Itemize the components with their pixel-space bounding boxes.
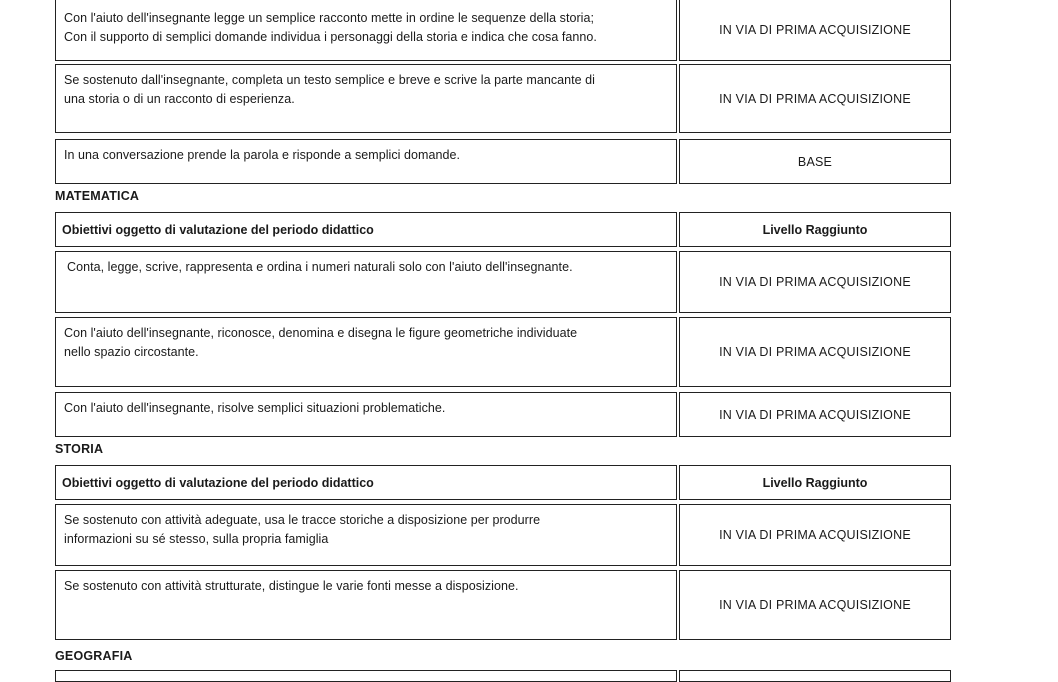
section-title-matematica: MATEMATICA [55,189,140,203]
italiano-objective-1 [55,0,677,61]
section-title-geografia: GEOGRAFIA [55,649,133,663]
objective-line: Conta, legge, scrive, rappresenta e ordina i numeri naturali solo con l'aiuto dell'insegnante. [67,260,573,274]
storia-level-1: IN VIA DI PRIMA ACQUISIZIONE [679,504,951,566]
objective-line: Con il supporto di semplici domande individua i personaggi della storia e indica che cosa fanno. [64,30,597,44]
objective-line: nello spazio circostante. [64,345,199,359]
objective-line: Se sostenuto con attività adeguate, usa le tracce storiche a disposizione per produrre [64,513,541,527]
matematica-header-level: Livello Raggiunto [679,212,951,247]
section-title-storia: STORIA [55,442,104,456]
matematica-level-3: IN VIA DI PRIMA ACQUISIZIONE [679,392,951,437]
objective-line: Se sostenuto con attività strutturate, distingue le varie fonti messe a disposizione. [64,579,519,593]
objective-line: Con l'aiuto dell'insegnante legge un semplice racconto mette in ordine le sequenze della storia; [64,11,595,25]
italiano-objective-3 [55,139,677,184]
italiano-level-3: BASE [679,139,951,184]
italiano-objective-2 [55,64,677,133]
matematica-level-2: IN VIA DI PRIMA ACQUISIZIONE [679,317,951,387]
storia-objective-2 [55,570,677,640]
storia-header-objectives: Obiettivi oggetto di valutazione del periodo didattico [55,465,677,500]
objective-line: Se sostenuto dall'insegnante, completa un testo semplice e breve e scrive la parte mancante di [64,73,595,87]
storia-objective-1 [55,504,677,566]
matematica-objective-1 [55,251,677,313]
storia-header-level: Livello Raggiunto [679,465,951,500]
matematica-header-objectives: Obiettivi oggetto di valutazione del periodo didattico [55,212,677,247]
objective-line: In una conversazione prende la parola e risponde a semplici domande. [64,148,461,162]
italiano-level-1: IN VIA DI PRIMA ACQUISIZIONE [679,0,951,61]
matematica-objective-2 [55,317,677,387]
matematica-level-1: IN VIA DI PRIMA ACQUISIZIONE [679,251,951,313]
matematica-objective-3 [55,392,677,437]
storia-level-2: IN VIA DI PRIMA ACQUISIZIONE [679,570,951,640]
italiano-level-2: IN VIA DI PRIMA ACQUISIZIONE [679,64,951,133]
geografia-header-level [679,670,951,682]
objective-line: Con l'aiuto dell'insegnante, risolve semplici situazioni problematiche. [64,401,446,415]
objective-line: informazioni su sé stesso, sulla propria famiglia [64,532,329,546]
objective-line: una storia o di un racconto di esperienza. [64,92,295,106]
objective-line: Con l'aiuto dell'insegnante, riconosce, denomina e disegna le figure geometriche individuate [64,326,578,340]
geografia-header-objectives [55,670,677,682]
